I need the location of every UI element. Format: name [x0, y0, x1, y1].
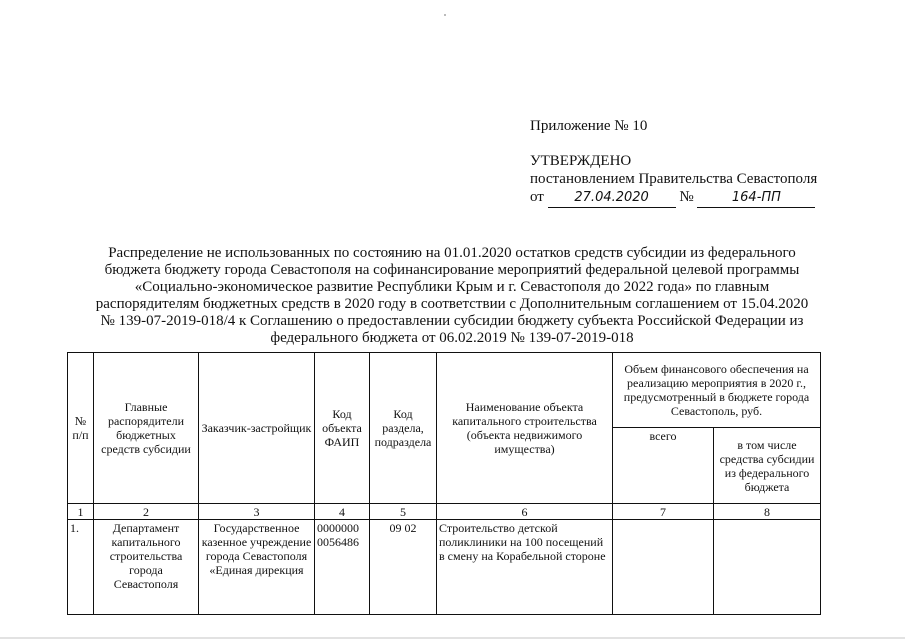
column-number: 8 [714, 504, 821, 520]
date-prefix: от [530, 189, 544, 205]
heading-line: «Социально-экономическое развитие Республики Крым и г. Севастополя до 2022 года» по главным [134, 279, 770, 295]
approval-block [530, 152, 817, 208]
header-num: № п/п [68, 353, 94, 504]
heading-line: Распределение не использованных по состоянию на 01.01.2020 остатков средств субсидии из федерального [108, 245, 796, 261]
header-federal: в том числе средства субсидии из федерального бюджета [714, 428, 821, 504]
column-number: 5 [370, 504, 437, 520]
column-numbers-row [68, 504, 821, 520]
column-number: 6 [437, 504, 613, 520]
header-row [68, 353, 821, 428]
row-total [613, 520, 714, 615]
column-number: 1 [68, 504, 94, 520]
row-section-code: 09 02 [370, 520, 437, 615]
header-managers: Главные распорядители бюджетных средств субсидии [94, 353, 199, 504]
distribution-table [67, 352, 821, 615]
heading-line: распорядителям бюджетных средств в 2020 году в соответствии с Дополнительным соглашением от 15.04.2020 [95, 296, 809, 312]
number-prefix: № [679, 189, 694, 205]
approved-label: УТВЕРЖДЕНО [530, 153, 632, 169]
approval-date: 27.04.2020 [548, 189, 676, 208]
column-number: 2 [94, 504, 199, 520]
approval-number: 164-ПП [697, 189, 815, 208]
row-object-name: Строительство детской поликлиники на 100 посещений в смену на Корабельной стороне [437, 520, 613, 615]
header-faip-code: Код объекта ФАИП [315, 353, 370, 504]
header-object-name: Наименование объекта капитального строительства (объекта недвижимого имущества) [437, 353, 613, 504]
document-heading [62, 245, 842, 347]
column-number: 7 [613, 504, 714, 520]
header-customer: Заказчик-застройщик [199, 353, 315, 504]
row-customer: Государственное казенное учреждение города Севастополя «Единая дирекция [199, 520, 315, 615]
header-total: всего [613, 428, 714, 504]
column-number: 4 [315, 504, 370, 520]
row-faip-code: 0000000 0056486 [315, 520, 370, 615]
table-row [68, 520, 821, 615]
column-number: 3 [199, 504, 315, 520]
approval-date-line [530, 188, 817, 208]
heading-line: бюджета бюджету города Севастополя на софинансирование мероприятий федеральной целевой программы [104, 262, 800, 278]
approved-by: постановлением Правительства Севастополя [530, 171, 818, 187]
header-section-code: Код раздела, подраздела [370, 353, 437, 504]
header-funding: Объем финансового обеспечения на реализацию мероприятия в 2020 г., предусмотренный в бюджете города Севастополь, руб. [613, 353, 821, 428]
heading-line: № 139-07-2019-018/4 к Соглашению о предоставлении субсидии бюджету субъекта Российской Федерации из [100, 313, 804, 329]
appendix-label: Приложение № 10 [530, 118, 648, 134]
row-federal [714, 520, 821, 615]
scan-speck [444, 14, 446, 16]
row-manager: Департамент капитального строительства города Севастополя [94, 520, 199, 615]
row-num: 1. [68, 520, 94, 615]
heading-line: федерального бюджета от 06.02.2019 № 139-07-2019-018 [270, 330, 634, 346]
